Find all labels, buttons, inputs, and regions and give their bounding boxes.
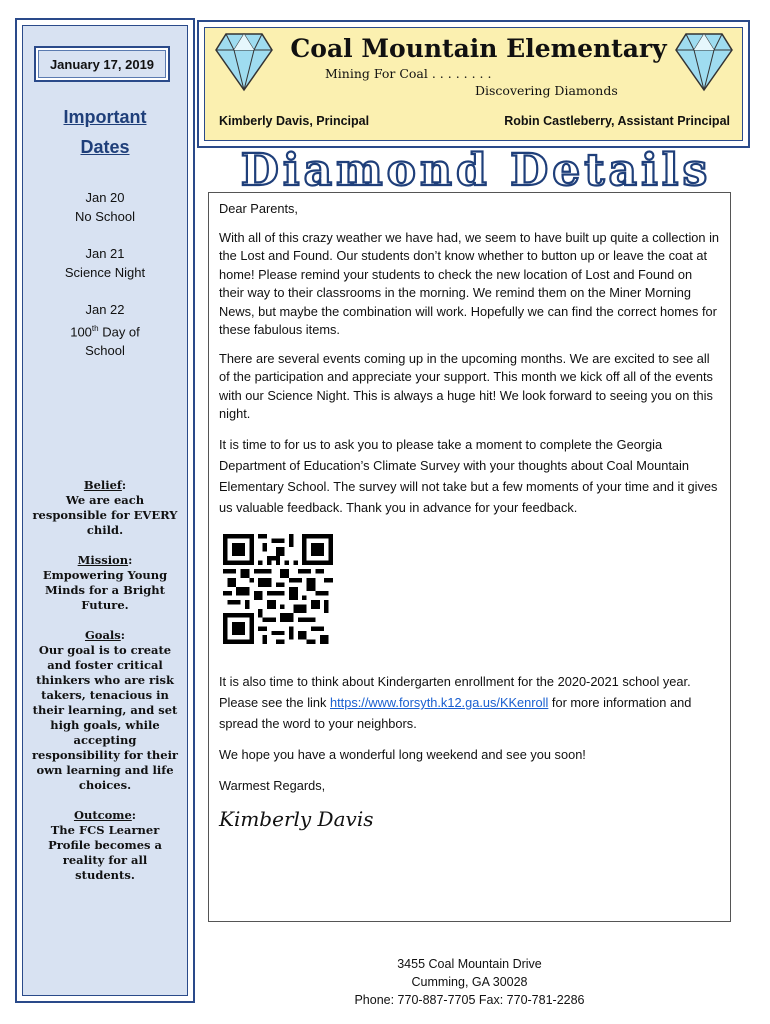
banner-title: Diamond Details	[240, 145, 712, 193]
important-dates-title	[23, 102, 187, 162]
letter-paragraph: There are several events coming up in the upcoming months. We are excited to see all of the participation and appreciate your support. This month we kick off all of the events with our Science Night. This is always a huge hit! We look forward to seeing you on this night.	[219, 350, 713, 421]
diamond-icon	[214, 30, 274, 92]
event-date: Jan 22	[85, 302, 125, 317]
school-values	[31, 478, 179, 898]
city-state-zip: Cumming, GA 30028	[411, 975, 528, 989]
sidebar-panel	[22, 25, 188, 996]
event-desc: Science Night	[64, 265, 146, 280]
event-desc-cont: School	[85, 343, 125, 359]
event-date: Jan 20	[85, 190, 125, 205]
mission-label: Mission	[77, 553, 129, 567]
letter-body	[208, 192, 731, 922]
letter-closing: Warmest Regards,	[219, 778, 326, 793]
principal-name: Kimberly Davis, Principal	[219, 114, 370, 128]
mission-block: Mission: Empowering Young Minds for a Bright Future.	[42, 553, 168, 612]
belief-text: We are each responsible for EVERY child.	[32, 493, 178, 537]
goals-label: Goals	[84, 628, 121, 642]
principal-signature: Kimberly Davis	[219, 807, 374, 831]
phone-fax: Phone: 770-887-7705 Fax: 770-781-2286	[354, 993, 585, 1007]
event-item	[23, 244, 187, 282]
sidebar	[15, 18, 195, 1003]
event-item	[23, 300, 187, 360]
mission-text: Empowering Young Minds for a Bright Future.	[42, 568, 168, 612]
event-desc: No School	[75, 209, 135, 224]
letter-greeting: Dear Parents,	[219, 201, 298, 216]
important-dates-title-line1: Important	[63, 107, 147, 127]
diamond-icon	[674, 30, 734, 92]
qr-code[interactable]	[223, 534, 333, 644]
diamond-details-banner	[209, 145, 744, 193]
footer-address	[208, 955, 731, 1009]
belief-block: Belief: We are each responsible for EVERY child.	[32, 478, 178, 537]
tagline-mining: Mining For Coal . . . . . . . .	[325, 66, 492, 81]
event-item	[23, 188, 187, 226]
tagline-diamonds: Discovering Diamonds	[475, 83, 618, 98]
belief-label: Belief	[83, 478, 122, 492]
newsletter-date: January 17, 2019	[38, 50, 166, 78]
event-desc: 100th Day of	[70, 324, 140, 340]
letter-paragraph: It is also time to think about Kindergarten enrollment for the 2020-2021 school year. Please see the link https://www.forsyth.k12.ga.us/KKenroll for more information and spread the word to your neighbors.	[219, 674, 692, 731]
important-dates-title-line2: Dates	[80, 137, 130, 157]
outcome-label: Outcome	[73, 808, 132, 822]
date-box	[34, 46, 170, 82]
school-name: Coal Mountain Elementary	[290, 34, 667, 63]
goals-text: Our goal is to create and foster critical thinkers who are risk takers, tenacious in their learning, and set high goals, while accepting responsibility for their own learning and life choices.	[31, 643, 178, 792]
kindergarten-enrollment-link[interactable]: https://www.forsyth.k12.ga.us/KKenroll	[329, 695, 549, 710]
assistant-principal-name: Robin Castleberry, Assistant Principal	[504, 114, 730, 128]
street-address: 3455 Coal Mountain Drive	[397, 957, 542, 971]
outcome-block: Outcome: The FCS Learner Profile becomes a reality for all students.	[48, 808, 162, 882]
letter-paragraph: It is time to for us to ask you to please take a moment to complete the Georgia Department of Education’s Climate Survey with your thoughts about Coal Mountain Elementary School. The survey will not take but a few moments of your time and it gives us valuable feedback. Thank you in advance for your feedback.	[219, 436, 718, 515]
header	[197, 20, 750, 148]
goals-block: Goals: Our goal is to create and foster critical thinkers who are risk takers, tenacious in their learning, and set high goals, while accepting responsibility for their own learning and life choices.	[31, 628, 178, 792]
outcome-text: The FCS Learner Profile becomes a reality for all students.	[48, 823, 162, 882]
events-list	[23, 188, 187, 378]
letter-paragraph: With all of this crazy weather we have had, we seem to have built up quite a collection in the Lost and Found. Our students don’t know whether to button up or leave the coat at home! Please remind your students to check the new location of Lost and Found on their way to their classrooms in the morning. We remind them on the Miner Morning News, but maybe the combination will work. Hopefully we can find the correct homes for these fabulous items.	[219, 229, 720, 337]
letter-paragraph: We hope you have a wonderful long weekend and see you soon!	[219, 747, 586, 762]
header-panel	[204, 27, 743, 141]
event-date: Jan 21	[85, 246, 125, 261]
